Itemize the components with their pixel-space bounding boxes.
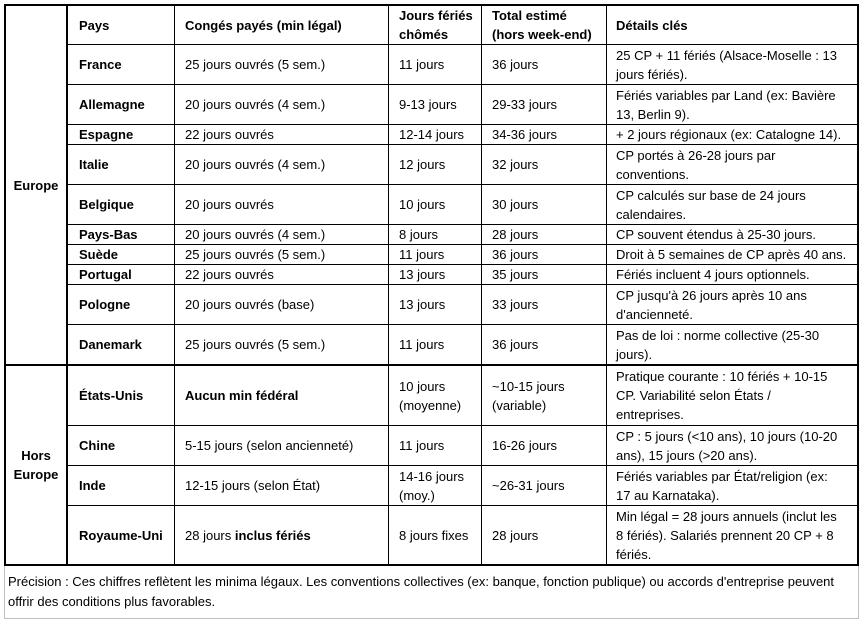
country-danemark: Danemark [68,325,174,364]
country-italie: Italie [68,145,174,184]
country-etats-unis: États-Unis [68,365,174,425]
paid-leave-espagne: 22 jours ouvrés [175,125,388,144]
paid-leave-france: 25 jours ouvrés (5 sem.) [175,45,388,84]
paid-leave-etats-unis [175,365,388,425]
total-belgique: 30 jours [482,185,606,224]
country-pologne: Pologne [68,285,174,324]
holidays-chine: 11 jours [389,426,481,465]
country-allemagne: Allemagne [68,85,174,124]
holidays-royaume-uni: 8 jours fixes [389,506,481,564]
total-danemark: 36 jours [482,325,606,364]
details-portugal: Fériés incluent 4 jours optionnels. [607,265,857,284]
holidays-suede: 11 jours [389,245,481,264]
header-total: Total estimé (hors week-end) [482,6,606,44]
country-belgique: Belgique [68,185,174,224]
paid-leave-pays-bas: 20 jours ouvrés (4 sem.) [175,225,388,244]
footnote: Précision : Ces chiffres reflètent les minima légaux. Les conventions collectives (ex: banque, fonction publique) ou accords d'entreprise peuvent offrir des conditions plus favorables. [4,566,859,619]
holidays-espagne: 12-14 jours [389,125,481,144]
total-allemagne: 29-33 jours [482,85,606,124]
leave-comparison-table [4,4,859,566]
total-chine: 16-26 jours [482,426,606,465]
region-label: Europe [13,177,59,193]
details-pologne: CP jusqu'à 26 jours après 10 ans d'ancienneté. [607,285,857,324]
paid-leave-mixed-text [185,526,311,545]
details-danemark: Pas de loi : norme collective (25-30 jours). [607,325,857,364]
country-inde: Inde [68,466,174,505]
country-suede: Suède [68,245,174,264]
details-chine: CP : 5 jours (<10 ans), 10 jours (10-20 ans), 15 jours (>20 ans). [607,426,857,465]
country-pays-bas: Pays-Bas [68,225,174,244]
total-portugal: 35 jours [482,265,606,284]
paid-leave-allemagne: 20 jours ouvrés (4 sem.) [175,85,388,124]
total-pologne: 33 jours [482,285,606,324]
paid-leave-danemark: 25 jours ouvrés (5 sem.) [175,325,388,364]
details-allemagne: Fériés variables par Land (ex: Bavière 13, Berlin 9). [607,85,857,124]
holidays-belgique: 10 jours [389,185,481,224]
holidays-allemagne: 9-13 jours [389,85,481,124]
details-pays-bas: CP souvent étendus à 25-30 jours. [607,225,857,244]
details-suede: Droit à 5 semaines de CP après 40 ans. [607,245,857,264]
country-royaume-uni: Royaume-Uni [68,506,174,564]
details-belgique: CP calculés sur base de 24 jours calendaires. [607,185,857,224]
paid-leave-chine: 5-15 jours (selon ancienneté) [175,426,388,465]
total-pays-bas: 28 jours [482,225,606,244]
paid-leave-suede: 25 jours ouvrés (5 sem.) [175,245,388,264]
holidays-danemark: 11 jours [389,325,481,364]
header-paid-leave: Congés payés (min légal) [175,6,388,44]
total-etats-unis: ~10-15 jours (variable) [482,365,606,425]
header-country: Pays [68,6,174,44]
holidays-pays-bas: 8 jours [389,225,481,244]
country-chine: Chine [68,426,174,465]
paid-leave-pologne: 20 jours ouvrés (base) [175,285,388,324]
holidays-inde: 14-16 jours (moy.) [389,466,481,505]
country-espagne: Espagne [68,125,174,144]
holidays-pologne: 13 jours [389,285,481,324]
paid-leave-bold-text: inclus fériés [234,527,311,543]
holidays-italie: 12 jours [389,145,481,184]
paid-leave-belgique: 20 jours ouvrés [175,185,388,224]
total-suede: 36 jours [482,245,606,264]
total-inde: ~26-31 jours [482,466,606,505]
details-inde: Fériés variables par État/religion (ex: 17 au Karnataka). [607,466,857,505]
paid-leave-portugal: 22 jours ouvrés [175,265,388,284]
holidays-etats-unis: 10 jours (moyenne) [389,365,481,425]
paid-leave-italie: 20 jours ouvrés (4 sem.) [175,145,388,184]
header-details: Détails clés [607,6,857,44]
paid-leave-inde: 12-15 jours (selon État) [175,466,388,505]
details-etats-unis: Pratique courante : 10 fériés + 10-15 CP. Variabilité selon États / entreprises. [607,365,857,425]
region-hors-europe [6,365,67,564]
holidays-portugal: 13 jours [389,265,481,284]
details-espagne: + 2 jours régionaux (ex: Catalogne 14). [607,125,857,144]
paid-leave-royaume-uni [175,506,388,564]
details-france: 25 CP + 11 fériés (Alsace-Moselle : 13 jours fériés). [607,45,857,84]
paid-leave-bold-text: Aucun min fédéral [185,388,299,403]
country-portugal: Portugal [68,265,174,284]
details-italie: CP portés à 26-28 jours par conventions. [607,145,857,184]
country-france: France [68,45,174,84]
holidays-france: 11 jours [389,45,481,84]
details-royaume-uni: Min légal = 28 jours annuels (inclut les 8 fériés). Salariés prennent 20 CP + 8 fériés. [607,506,857,564]
total-france: 36 jours [482,45,606,84]
region-europe [6,6,67,364]
total-italie: 32 jours [482,145,606,184]
paid-leave-normal-text: 28 jours [185,527,232,543]
region-label: Hors Europe [13,448,59,482]
header-holidays: Jours fériés chômés [389,6,481,44]
total-espagne: 34-36 jours [482,125,606,144]
total-royaume-uni: 28 jours [482,506,606,564]
